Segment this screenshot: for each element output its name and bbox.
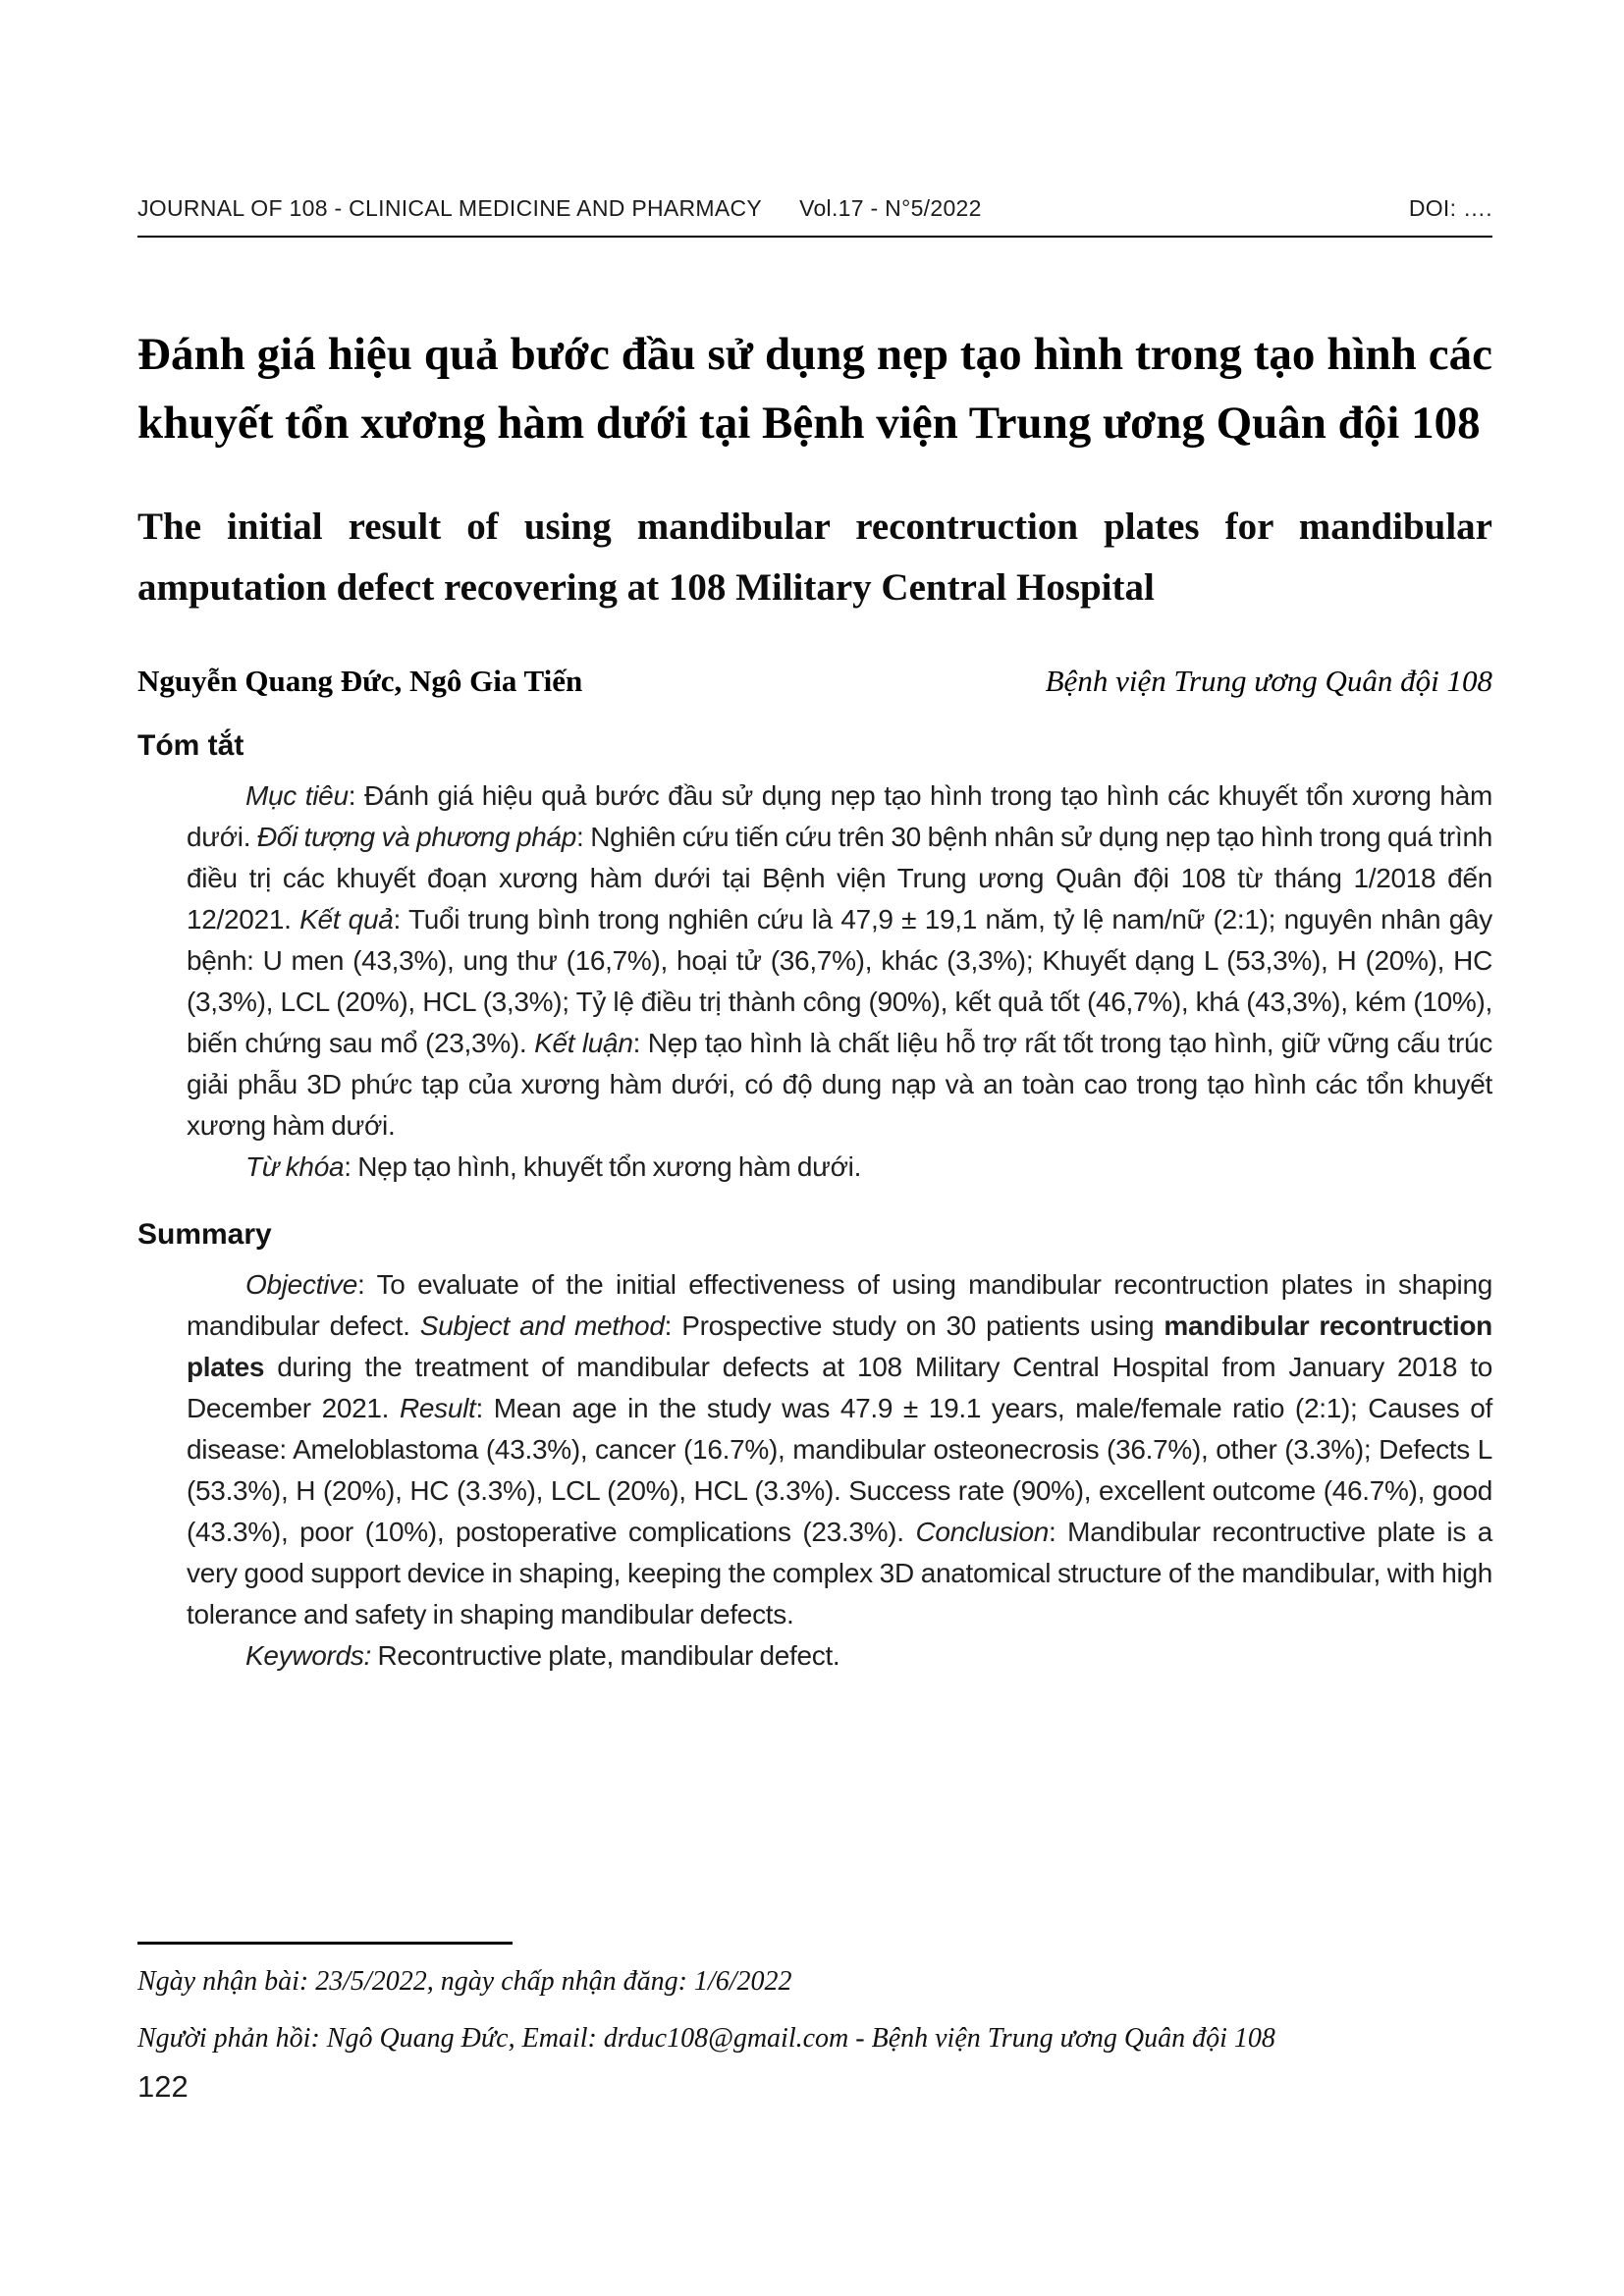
abstract-paragraph: Mục tiêu: Đánh giá hiệu quả bước đầu sử dụng nẹp tạo hình trong tạo hình các khuyết tổn xương hàm dưới. Đối tượng và phương pháp: Nghiên cứu tiến cứu trên 30 bệnh nhân sử dụng nẹp tạo hình trong quá trình điều trị các khuyết đoạn xương hàm dưới tại Bệnh viện Trung ương Quân đội 108 từ tháng 1/2018 đến 12/2021. Kết quả: Tuổi trung bình trong nghiên cứu là 47,9 ± 19,1 năm, tỷ lệ nam/nữ (2:1); nguyên nhân gây bệnh: U men (43,3%), ung thư (16,7%), hoại tử (36,7%), khác (3,3%); Khuyết dạng L (53,3%), H (20%), HC (3,3%), LCL (20%), HCL (3,3%); Tỷ lệ điều trị thành công (90%), kết quả tốt (46,7%), khá (43,3%), kém (10%), biến chứng sau mổ (23,3%). Kết luận: Nẹp tạo hình là chất liệu hỗ trợ rất tốt trong tạo hình, giữ vững cấu trúc giải phẫu 3D phức tạp của xương hàm dưới, có độ dung nạp và an toàn cao trong tạo hình các tổn khuyết xương hàm dưới. xyxy=(187,780,1492,1141)
article-title-vietnamese: Đánh giá hiệu quả bước đầu sử dụng nẹp tạo hình trong tạo hình các khuyết tổn xương hàm dưới tại Bệnh viện Trung ương Quân đội 108 xyxy=(137,329,1492,449)
corresponding-author-line: Người phản hồi: Ngô Quang Đức, Email: drduc108@gmail.com - Bệnh viện Trung ương Quân đội 108 xyxy=(137,2023,1275,2054)
journal-volume-issue: Vol.17 - N°5/2022 xyxy=(799,195,982,221)
byline xyxy=(137,664,1492,699)
journal-running-head xyxy=(137,194,1492,222)
author-names: Nguyễn Quang Đức, Ngô Gia Tiến xyxy=(137,664,583,698)
abstract-heading: Tóm tắt xyxy=(137,729,244,762)
journal-name: JOURNAL OF 108 - CLINICAL MEDICINE AND PHARMACY xyxy=(137,195,763,221)
received-accepted-dates: Ngày nhận bài: 23/5/2022, ngày chấp nhận đăng: 1/6/2022 xyxy=(137,1966,792,1997)
abstract-section xyxy=(137,728,1492,1188)
summary-heading: Summary xyxy=(137,1218,272,1251)
author-affiliation: Bệnh viện Trung ương Quân đội 108 xyxy=(1045,664,1492,698)
header-divider xyxy=(137,236,1492,238)
summary-section xyxy=(137,1217,1492,1677)
abstract-keywords: Từ khóa: Nẹp tạo hình, khuyết tổn xương hàm dưới. xyxy=(245,1151,862,1182)
footnote-divider xyxy=(137,1942,513,1945)
article-title-english: The initial result of using mandibular recontruction plates for mandibular amputation defect recovering at 108 Military Central Hospital xyxy=(137,506,1492,609)
summary-keywords: Keywords: Recontructive plate, mandibular defect. xyxy=(245,1640,840,1671)
doi-label: DOI: …. xyxy=(1408,195,1492,221)
page-number: 122 xyxy=(137,2069,189,2104)
summary-paragraph: Objective: To evaluate of the initial effectiveness of using mandibular recontruction plates in shaping mandibular defect. Subject and method: Prospective study on 30 patients using mandibular recontruction plates during the treatment of mandibular defects at 108 Military Central Hospital from January 2018 to December 2021. Result: Mean age in the study was 47.9 ± 19.1 years, male/female ratio (2:1); Causes of disease: Ameloblastoma (43.3%), cancer (16.7%), mandibular osteonecrosis (36.7%), other (3.3%); Defects L (53.3%), H (20%), HC (3.3%), LCL (20%), HCL (3.3%). Success rate (90%), excellent outcome (46.7%), good (43.3%), poor (10%), postoperative complications (23.3%). Conclusion: Mandibular recontructive plate is a very good support device in shaping, keeping the complex 3D anatomical structure of the mandibular, with high tolerance and safety in shaping mandibular defects. xyxy=(187,1269,1492,1629)
journal-info xyxy=(137,194,982,222)
footnote-block xyxy=(137,1942,1492,2058)
